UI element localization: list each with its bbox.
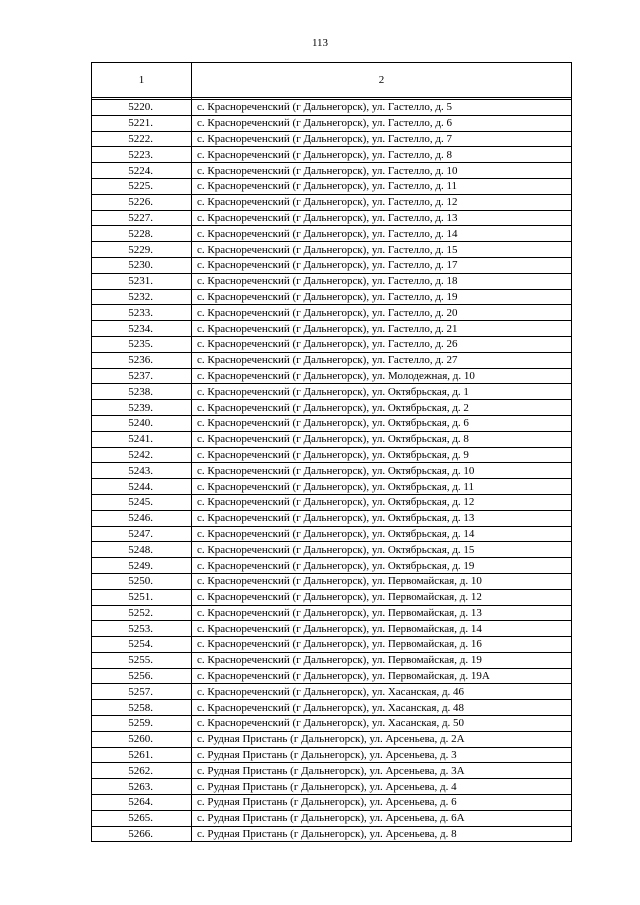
row-address: с. Рудная Пристань (г Дальнегорск), ул. Арсеньева, д. 6А: [192, 810, 572, 826]
row-number: 5260.: [92, 731, 192, 747]
table-row: [92, 400, 572, 416]
table-row: [92, 731, 572, 747]
row-address: с. Краснореченский (г Дальнегорск), ул. Октябрьская, д. 6: [192, 415, 572, 431]
row-address: с. Краснореченский (г Дальнегорск), ул. Гастелло, д. 10: [192, 163, 572, 179]
table-row: [92, 384, 572, 400]
row-number: 5239.: [92, 400, 192, 416]
row-address: с. Краснореченский (г Дальнегорск), ул. Октябрьская, д. 12: [192, 494, 572, 510]
table-body: [92, 98, 572, 842]
row-address: с. Краснореченский (г Дальнегорск), ул. Первомайская, д. 14: [192, 621, 572, 637]
table-row: [92, 178, 572, 194]
row-address: с. Краснореченский (г Дальнегорск), ул. Октябрьская, д. 1: [192, 384, 572, 400]
row-address: с. Краснореченский (г Дальнегорск), ул. Октябрьская, д. 11: [192, 479, 572, 495]
row-number: 5245.: [92, 494, 192, 510]
table-row: [92, 621, 572, 637]
table-row: [92, 652, 572, 668]
header-row: [92, 63, 572, 98]
row-number: 5257.: [92, 684, 192, 700]
row-number: 5224.: [92, 163, 192, 179]
row-address: с. Краснореченский (г Дальнегорск), ул. Гастелло, д. 27: [192, 352, 572, 368]
row-number: 5251.: [92, 589, 192, 605]
page-number: 113: [311, 37, 329, 49]
row-address: с. Краснореченский (г Дальнегорск), ул. Хасанская, д. 46: [192, 684, 572, 700]
row-number: 5259.: [92, 716, 192, 732]
table-row: [92, 210, 572, 226]
row-address: с. Краснореченский (г Дальнегорск), ул. Октябрьская, д. 13: [192, 510, 572, 526]
table-row: [92, 115, 572, 131]
row-address: с. Краснореченский (г Дальнегорск), ул. Гастелло, д. 15: [192, 242, 572, 258]
table-row: [92, 131, 572, 147]
row-number: 5233.: [92, 305, 192, 321]
row-number: 5261.: [92, 747, 192, 763]
row-number: 5230.: [92, 257, 192, 273]
row-address: с. Краснореченский (г Дальнегорск), ул. Хасанская, д. 48: [192, 700, 572, 716]
row-number: 5265.: [92, 810, 192, 826]
row-address: с. Краснореченский (г Дальнегорск), ул. Октябрьская, д. 19: [192, 558, 572, 574]
row-number: 5249.: [92, 558, 192, 574]
row-address: с. Краснореченский (г Дальнегорск), ул. Хасанская, д. 50: [192, 716, 572, 732]
row-address: с. Рудная Пристань (г Дальнегорск), ул. Арсеньева, д. 6: [192, 795, 572, 811]
row-address: с. Краснореченский (г Дальнегорск), ул. Гастелло, д. 8: [192, 147, 572, 163]
row-address: с. Краснореченский (г Дальнегорск), ул. Октябрьская, д. 8: [192, 431, 572, 447]
row-number: 5221.: [92, 115, 192, 131]
row-address: с. Краснореченский (г Дальнегорск), ул. Молодежная, д. 10: [192, 368, 572, 384]
row-number: 5223.: [92, 147, 192, 163]
row-number: 5228.: [92, 226, 192, 242]
row-address: с. Рудная Пристань (г Дальнегорск), ул. Арсеньева, д. 4: [192, 779, 572, 795]
row-address: с. Краснореченский (г Дальнегорск), ул. Гастелло, д. 12: [192, 194, 572, 210]
row-number: 5237.: [92, 368, 192, 384]
table-row: [92, 431, 572, 447]
row-number: 5256.: [92, 668, 192, 684]
row-address: с. Рудная Пристань (г Дальнегорск), ул. Арсеньева, д. 3А: [192, 763, 572, 779]
table-row: [92, 637, 572, 653]
row-number: 5222.: [92, 131, 192, 147]
table-row: [92, 147, 572, 163]
row-number: 5250.: [92, 573, 192, 589]
row-address: с. Рудная Пристань (г Дальнегорск), ул. Арсеньева, д. 8: [192, 826, 572, 842]
table-row: [92, 605, 572, 621]
column-header-address: 2: [192, 63, 572, 98]
row-address: с. Краснореченский (г Дальнегорск), ул. Гастелло, д. 7: [192, 131, 572, 147]
row-number: 5235.: [92, 336, 192, 352]
row-address: с. Краснореченский (г Дальнегорск), ул. Гастелло, д. 13: [192, 210, 572, 226]
row-address: с. Краснореченский (г Дальнегорск), ул. Первомайская, д. 19А: [192, 668, 572, 684]
row-number: 5253.: [92, 621, 192, 637]
row-address: с. Краснореченский (г Дальнегорск), ул. Гастелло, д. 11: [192, 178, 572, 194]
table-row: [92, 668, 572, 684]
row-number: 5243.: [92, 463, 192, 479]
row-number: 5254.: [92, 637, 192, 653]
row-address: с. Краснореченский (г Дальнегорск), ул. Первомайская, д. 12: [192, 589, 572, 605]
table-row: [92, 242, 572, 258]
row-address: с. Краснореченский (г Дальнегорск), ул. Гастелло, д. 21: [192, 321, 572, 337]
table-row: [92, 684, 572, 700]
table-row: [92, 368, 572, 384]
row-address: с. Краснореченский (г Дальнегорск), ул. Гастелло, д. 17: [192, 257, 572, 273]
table-row: [92, 700, 572, 716]
table-row: [92, 826, 572, 842]
row-number: 5231.: [92, 273, 192, 289]
table-row: [92, 558, 572, 574]
table-row: [92, 494, 572, 510]
row-address: с. Краснореченский (г Дальнегорск), ул. Первомайская, д. 13: [192, 605, 572, 621]
table-row: [92, 479, 572, 495]
row-address: с. Краснореченский (г Дальнегорск), ул. Гастелло, д. 6: [192, 115, 572, 131]
table-row: [92, 100, 572, 116]
row-address: с. Краснореченский (г Дальнегорск), ул. Гастелло, д. 18: [192, 273, 572, 289]
row-number: 5246.: [92, 510, 192, 526]
row-number: 5232.: [92, 289, 192, 305]
row-address: с. Краснореченский (г Дальнегорск), ул. Октябрьская, д. 2: [192, 400, 572, 416]
row-number: 5238.: [92, 384, 192, 400]
row-number: 5242.: [92, 447, 192, 463]
row-number: 5234.: [92, 321, 192, 337]
row-number: 5252.: [92, 605, 192, 621]
row-number: 5236.: [92, 352, 192, 368]
row-number: 5225.: [92, 178, 192, 194]
address-table: [91, 62, 572, 842]
column-header-number: 1: [92, 63, 192, 98]
row-number: 5247.: [92, 526, 192, 542]
row-number: 5226.: [92, 194, 192, 210]
row-address: с. Краснореченский (г Дальнегорск), ул. Первомайская, д. 10: [192, 573, 572, 589]
table-row: [92, 589, 572, 605]
row-address: с. Краснореченский (г Дальнегорск), ул. Первомайская, д. 16: [192, 637, 572, 653]
table-row: [92, 194, 572, 210]
row-address: с. Краснореченский (г Дальнегорск), ул. Октябрьская, д. 10: [192, 463, 572, 479]
table-row: [92, 415, 572, 431]
table-row: [92, 273, 572, 289]
row-number: 5255.: [92, 652, 192, 668]
row-address: с. Краснореченский (г Дальнегорск), ул. Октябрьская, д. 9: [192, 447, 572, 463]
row-number: 5262.: [92, 763, 192, 779]
table-row: [92, 779, 572, 795]
row-number: 5227.: [92, 210, 192, 226]
table-row: [92, 336, 572, 352]
row-number: 5248.: [92, 542, 192, 558]
row-address: с. Краснореченский (г Дальнегорск), ул. Гастелло, д. 20: [192, 305, 572, 321]
table-row: [92, 716, 572, 732]
table-row: [92, 321, 572, 337]
row-number: 5258.: [92, 700, 192, 716]
table-row: [92, 810, 572, 826]
row-address: с. Рудная Пристань (г Дальнегорск), ул. Арсеньева, д. 2А: [192, 731, 572, 747]
row-address: с. Краснореченский (г Дальнегорск), ул. Гастелло, д. 5: [192, 100, 572, 116]
table-row: [92, 763, 572, 779]
table-row: [92, 747, 572, 763]
row-address: с. Краснореченский (г Дальнегорск), ул. Первомайская, д. 19: [192, 652, 572, 668]
table-row: [92, 795, 572, 811]
row-number: 5264.: [92, 795, 192, 811]
table-row: [92, 526, 572, 542]
row-number: 5266.: [92, 826, 192, 842]
row-address: с. Краснореченский (г Дальнегорск), ул. Гастелло, д. 19: [192, 289, 572, 305]
table-row: [92, 289, 572, 305]
row-number: 5240.: [92, 415, 192, 431]
table-row: [92, 352, 572, 368]
table-row: [92, 573, 572, 589]
row-address: с. Краснореченский (г Дальнегорск), ул. Октябрьская, д. 15: [192, 542, 572, 558]
table-row: [92, 542, 572, 558]
table-row: [92, 226, 572, 242]
row-number: 5263.: [92, 779, 192, 795]
table-row: [92, 305, 572, 321]
row-number: 5220.: [92, 100, 192, 116]
row-address: с. Рудная Пристань (г Дальнегорск), ул. Арсеньева, д. 3: [192, 747, 572, 763]
row-address: с. Краснореченский (г Дальнегорск), ул. Гастелло, д. 14: [192, 226, 572, 242]
row-number: 5241.: [92, 431, 192, 447]
row-number: 5244.: [92, 479, 192, 495]
table-row: [92, 163, 572, 179]
row-address: с. Краснореченский (г Дальнегорск), ул. Гастелло, д. 26: [192, 336, 572, 352]
table-row: [92, 257, 572, 273]
row-number: 5229.: [92, 242, 192, 258]
table-row: [92, 447, 572, 463]
table-row: [92, 510, 572, 526]
row-address: с. Краснореченский (г Дальнегорск), ул. Октябрьская, д. 14: [192, 526, 572, 542]
table-row: [92, 463, 572, 479]
